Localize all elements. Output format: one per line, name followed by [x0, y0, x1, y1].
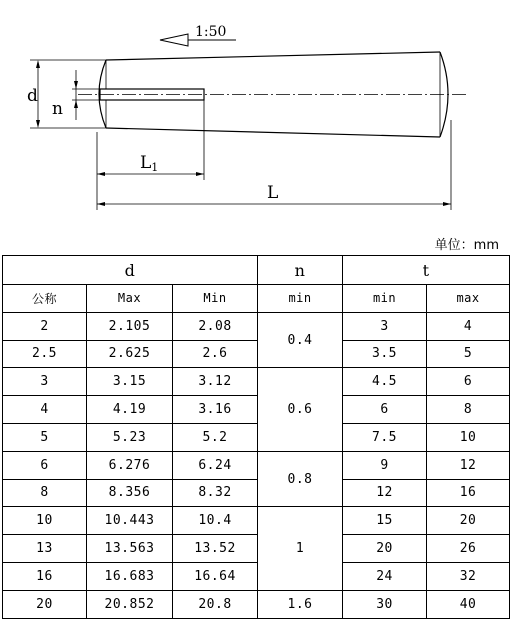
nominal-cell: 10: [3, 507, 87, 535]
l-arrow-right-icon: [443, 202, 451, 206]
d-max-header: Max: [87, 285, 173, 313]
table-sub-header-row: [3, 285, 510, 313]
t-min-cell: 20: [343, 535, 427, 563]
nominal-cell: 4: [3, 396, 87, 424]
n-min-cell: 1.6: [258, 590, 343, 618]
d-min-cell: 3.16: [173, 396, 258, 424]
n-min-cell: 0.4: [258, 312, 343, 368]
l1-label-main: L: [140, 153, 152, 173]
table-row: [3, 312, 510, 340]
table-row: [3, 340, 510, 368]
nominal-header: 公称: [3, 285, 87, 313]
l-label: L: [267, 183, 279, 203]
n-min-header: min: [258, 285, 343, 313]
pin-bottom-edge: [106, 128, 440, 137]
nominal-cell: 3: [3, 368, 87, 396]
d-arrow-top-icon: [36, 60, 40, 68]
n-min-cell: 1: [258, 507, 343, 590]
l1-arrow-left-icon: [97, 172, 105, 176]
t-max-cell: 16: [427, 479, 510, 507]
d-max-cell: 2.105: [87, 312, 173, 340]
d-label: d: [27, 86, 38, 106]
t-max-cell: 10: [427, 423, 510, 451]
d-max-cell: 3.15: [87, 368, 173, 396]
d-max-cell: 2.625: [87, 340, 173, 368]
t-min-header: min: [343, 285, 427, 313]
nominal-cell: 13: [3, 535, 87, 563]
d-max-cell: 6.276: [87, 451, 173, 479]
t-max-cell: 5: [427, 340, 510, 368]
nominal-cell: 2.5: [3, 340, 87, 368]
t-min-cell: 4.5: [343, 368, 427, 396]
d-min-cell: 10.4: [173, 507, 258, 535]
l-arrow-left-icon: [97, 202, 105, 206]
table-row: [3, 451, 510, 479]
pin-technical-drawing: [0, 0, 511, 230]
n-arrow-bottom-icon: [74, 100, 78, 108]
table-row: [3, 368, 510, 396]
nominal-cell: 5: [3, 423, 87, 451]
t-min-cell: 12: [343, 479, 427, 507]
t-max-cell: 20: [427, 507, 510, 535]
t-max-header: max: [427, 285, 510, 313]
taper-arrow-icon: [160, 34, 188, 46]
n-min-cell: 0.8: [258, 451, 343, 507]
n-arrow-top-icon: [74, 81, 78, 89]
t-min-cell: 30: [343, 590, 427, 618]
taper-ratio-label: 1:50: [195, 24, 227, 40]
pin-top-edge: [106, 52, 440, 60]
d-min-cell: 3.12: [173, 368, 258, 396]
t-min-cell: 15: [343, 507, 427, 535]
t-min-cell: 3: [343, 312, 427, 340]
table-row: [3, 507, 510, 535]
d-min-cell: 2.6: [173, 340, 258, 368]
d-min-cell: 13.52: [173, 535, 258, 563]
d-arrow-bottom-icon: [36, 120, 40, 128]
t-max-cell: 32: [427, 562, 510, 590]
nominal-cell: 6: [3, 451, 87, 479]
t-group-header: t: [343, 256, 510, 285]
table-row: [3, 590, 510, 618]
d-max-cell: 13.563: [87, 535, 173, 563]
t-max-cell: 8: [427, 396, 510, 424]
d-min-cell: 6.24: [173, 451, 258, 479]
d-max-cell: 8.356: [87, 479, 173, 507]
d-min-cell: 5.2: [173, 423, 258, 451]
d-min-cell: 8.32: [173, 479, 258, 507]
unit-label: 单位：mm: [434, 238, 499, 253]
nominal-cell: 16: [3, 562, 87, 590]
d-max-cell: 16.683: [87, 562, 173, 590]
d-min-cell: 16.64: [173, 562, 258, 590]
d-max-cell: 5.23: [87, 423, 173, 451]
table-row: [3, 396, 510, 424]
n-group-header: n: [258, 256, 343, 285]
t-min-cell: 3.5: [343, 340, 427, 368]
d-max-cell: 10.443: [87, 507, 173, 535]
t-max-cell: 26: [427, 535, 510, 563]
table-group-header-row: [3, 256, 510, 285]
t-max-cell: 40: [427, 590, 510, 618]
l1-label-subscript: 1: [151, 161, 159, 174]
table-row: [3, 535, 510, 563]
n-min-cell: 0.6: [258, 368, 343, 451]
nominal-cell: 20: [3, 590, 87, 618]
t-max-cell: 6: [427, 368, 510, 396]
d-max-cell: 4.19: [87, 396, 173, 424]
table-row: [3, 562, 510, 590]
d-group-header: d: [3, 256, 258, 285]
t-max-cell: 12: [427, 451, 510, 479]
d-min-cell: 2.08: [173, 312, 258, 340]
l1-arrow-right-icon: [196, 172, 204, 176]
dimensions-table: [2, 255, 510, 619]
t-min-cell: 24: [343, 562, 427, 590]
d-min-header: Min: [173, 285, 258, 313]
d-min-cell: 20.8: [173, 590, 258, 618]
t-max-cell: 4: [427, 312, 510, 340]
l1-label: [140, 153, 158, 174]
n-label: n: [52, 99, 63, 119]
t-min-cell: 9: [343, 451, 427, 479]
nominal-cell: 2: [3, 312, 87, 340]
t-min-cell: 6: [343, 396, 427, 424]
d-max-cell: 20.852: [87, 590, 173, 618]
t-min-cell: 7.5: [343, 423, 427, 451]
table-row: [3, 479, 510, 507]
table-row: [3, 423, 510, 451]
nominal-cell: 8: [3, 479, 87, 507]
